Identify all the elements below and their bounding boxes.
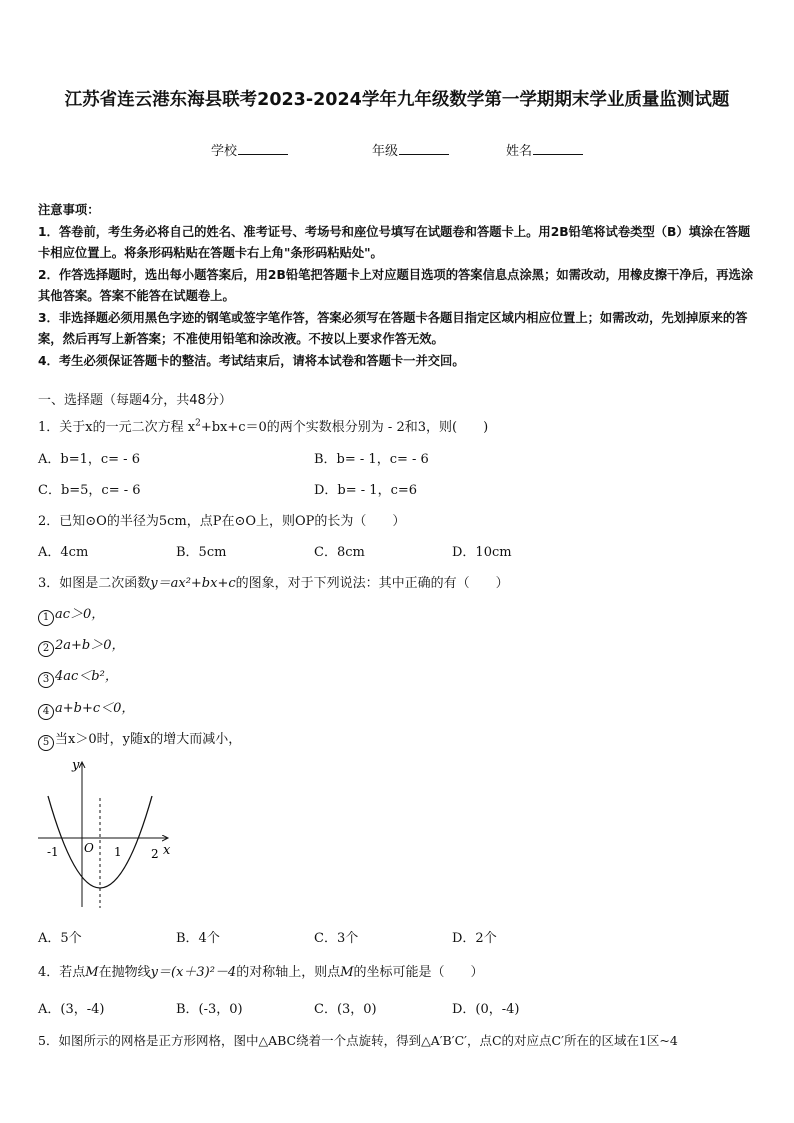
q2-option-b[interactable]: B．5cm xyxy=(176,545,227,560)
name-label: 姓名 xyxy=(506,144,533,159)
grade-field xyxy=(372,140,449,159)
q4-option-d[interactable]: D．(0，-4) xyxy=(452,1002,520,1017)
q4-text-mid: 在抛物线 xyxy=(98,965,151,980)
q3-text-pre: 3．如图是二次函数 xyxy=(38,576,151,591)
q4-text-pre: 4．若点 xyxy=(38,965,86,980)
statement-text: a+b+c＜0， xyxy=(55,701,135,716)
x-axis-label: x xyxy=(163,843,171,858)
circled-number: 4 xyxy=(38,704,54,720)
q4-option-c[interactable]: C．(3，0) xyxy=(314,1002,377,1017)
q2-option-a[interactable]: A．4cm xyxy=(38,545,89,560)
q3-statement-5 xyxy=(38,728,241,751)
tick-label-1: 1 xyxy=(114,845,122,859)
q3-text-post: 的图象，对于下列说法：其中正确的有（ ） xyxy=(235,576,509,591)
statement-text: 当x＞0时，y随x的增大而减小， xyxy=(55,732,242,747)
question-3 xyxy=(38,572,509,591)
q4-text-end: 的坐标可能是（ ） xyxy=(353,965,484,980)
q1-option-a[interactable]: A．b=1，c= - 6 xyxy=(38,452,140,467)
q4-text-post: 的对称轴上，则点 xyxy=(236,965,341,980)
statement-text: 2a+b＞0， xyxy=(55,638,125,653)
question-4 xyxy=(38,961,484,980)
q1-text-pre: 1．关于x的一元二次方程 x xyxy=(38,420,196,435)
page-title: 江苏省连云港东海县联考2023-2024学年九年级数学第一学期期末学业质量监测试题 xyxy=(64,90,730,110)
q3-function: y＝ax²+bx+c xyxy=(150,576,236,591)
q3-option-d[interactable]: D．2个 xyxy=(452,931,497,946)
parabola-graph xyxy=(30,752,180,912)
q3-option-a[interactable]: A．5个 xyxy=(38,931,82,946)
note-item-3: 3．非选择题必须用黑色字迹的钢笔或签字笔作答，答案必须写在答题卡各题目指定区域内相应位置上；如需改动，先划掉原来的答案，然后再写上新答案；不准使用铅笔和涂改液。不按以上要求作答无效。 xyxy=(38,310,748,346)
q2-option-c[interactable]: C．8cm xyxy=(314,545,365,560)
question-1 xyxy=(38,416,488,435)
question-5: 5．如图所示的网格是正方形网格，图中△ABC绕着一个点旋转，得到△A′B′C′，点C的对应点C′所在的区域在1区~4 xyxy=(38,1033,678,1048)
school-blank[interactable] xyxy=(238,142,288,155)
notes-heading: 注意事项： xyxy=(38,203,100,217)
statement-text: 4ac＜b²， xyxy=(55,669,118,684)
q3-statement-3 xyxy=(38,665,118,688)
q1-text-post: +bx+c＝0的两个实数根分别为 - 2和3，则( ) xyxy=(200,420,489,435)
q3-statement-2 xyxy=(38,634,125,657)
circled-number: 5 xyxy=(38,735,54,751)
q4-point-m2: M xyxy=(340,965,354,980)
q4-option-b[interactable]: B．(-3，0) xyxy=(176,1002,243,1017)
q3-option-c[interactable]: C．3个 xyxy=(314,931,359,946)
q3-statement-1 xyxy=(38,603,104,626)
notes-block xyxy=(38,200,758,372)
q4-option-a[interactable]: A．(3，-4) xyxy=(38,1002,105,1017)
note-item-4: 4．考生必须保证答题卡的整洁。考试结束后，请将本试卷和答题卡一并交回。 xyxy=(38,353,465,368)
note-item-2: 2．作答选择题时，选出每小题答案后，用2B铅笔把答题卡上对应题目选项的答案信息点涂黑；如需改动，用橡皮擦干净后，再选涂其他答案。答案不能答在试题卷上。 xyxy=(38,267,754,303)
q1-option-b[interactable]: B．b= - 1，c= - 6 xyxy=(314,452,429,467)
circled-number: 1 xyxy=(38,610,54,626)
name-blank[interactable] xyxy=(533,142,583,155)
name-field xyxy=(506,140,583,159)
tick-label-2: 2 xyxy=(151,847,159,861)
circled-number: 2 xyxy=(38,641,54,657)
note-item-1: 1．答卷前，考生务必将自己的姓名、准考证号、考场号和座位号填写在试题卷和答题卡上。用2B铅笔将试卷类型（B）填涂在答题卡相应位置上。将条形码粘贴在答题卡右上角"条形码粘贴处"。 xyxy=(38,224,751,260)
circled-number: 3 xyxy=(38,672,54,688)
tick-label-neg1: -1 xyxy=(47,845,59,859)
section-heading: 一、选择题（每题4分，共48分） xyxy=(38,393,232,408)
q2-option-d[interactable]: D．10cm xyxy=(452,545,512,560)
q4-equation: y＝(x＋3)²－4 xyxy=(150,965,237,980)
statement-text: ac＞0， xyxy=(55,607,105,622)
q1-option-d[interactable]: D．b= - 1，c=6 xyxy=(314,483,418,498)
school-label: 学校 xyxy=(211,144,238,159)
q1-sup: 2 xyxy=(195,418,201,429)
school-field xyxy=(211,140,288,159)
origin-label: O xyxy=(84,841,94,855)
q3-option-b[interactable]: B．4个 xyxy=(176,931,220,946)
q1-option-c[interactable]: C．b=5，c= - 6 xyxy=(38,483,141,498)
q3-statement-4 xyxy=(38,697,134,720)
q4-point-m: M xyxy=(85,965,99,980)
grade-blank[interactable] xyxy=(399,142,449,155)
question-2: 2．已知⊙O的半径为5cm，点P在⊙O上，则OP的长为（ ） xyxy=(38,514,406,529)
grade-label: 年级 xyxy=(372,144,399,159)
y-axis-label: y xyxy=(72,758,80,773)
